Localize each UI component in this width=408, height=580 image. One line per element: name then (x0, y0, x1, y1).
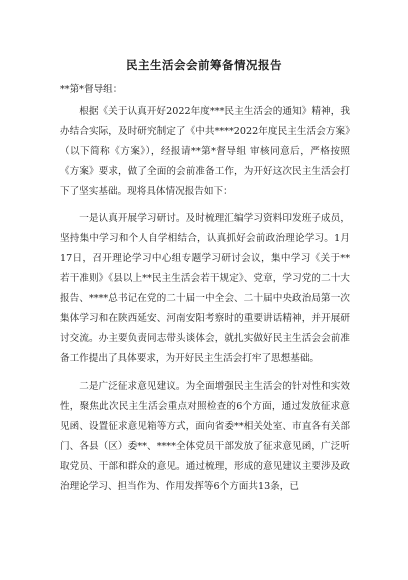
paragraph-study: 一是认真开展学习研讨。及时梳理汇编学习资料印发班子成员，坚持集中学习和个人自学相结合，认真抓好会前政治理论学习。1月17日，召开理论学习中心组专题学习研讨会议，集中学习《关于**若干准则》《县以上**民主生活会若干规定》、党章，学习党的二十大报告、****总书记在党的二十届一中全会、二十届中央政治局第一次集体学习和在陕西延安、河南安阳考察时的重要讲话精神，并开展研讨交流。办主要负责同志带头谈体会，就扎实做好民主生活会会前准备工作提出了具体要求，为开好民主生活会打牢了思想基础。 (60, 213, 350, 364)
salutation: **第*督导组： (60, 84, 123, 95)
paragraph-intro: 根据《关于认真开好2022年度***民主生活会的通知》精神，我办结合实际，及时研究制定了《中共****2022年度民主生活会方案》（以下简称《方案》），经报请**第*督导组 审核同意后，严格按照《方案》要求，做了全面的会前准备工作，为开好这次民主生活会打下了坚实基础。现将具体情况报告如下： (60, 106, 350, 197)
paragraph-feedback: 二是广泛征求意见建议。为全面增强民主生活会的针对性和实效性，聚焦此次民主生活会重点对照检查的6个方面，通过发放征求意见函、设置征求意见箱等方式，面向省委**相关处室、市直各有关部门、各县（区）委**、****全体党员干部发放了征求意见函，广泛听取党员、干部和群众的意见。通过梳理，形成的意见建议主要涉及政治理论学习、担当作为、作用发挥等6个方面共13条，已 (60, 381, 350, 492)
document-title: 民主生活会会前筹备情况报告 (126, 58, 282, 72)
document-body (60, 102, 350, 497)
